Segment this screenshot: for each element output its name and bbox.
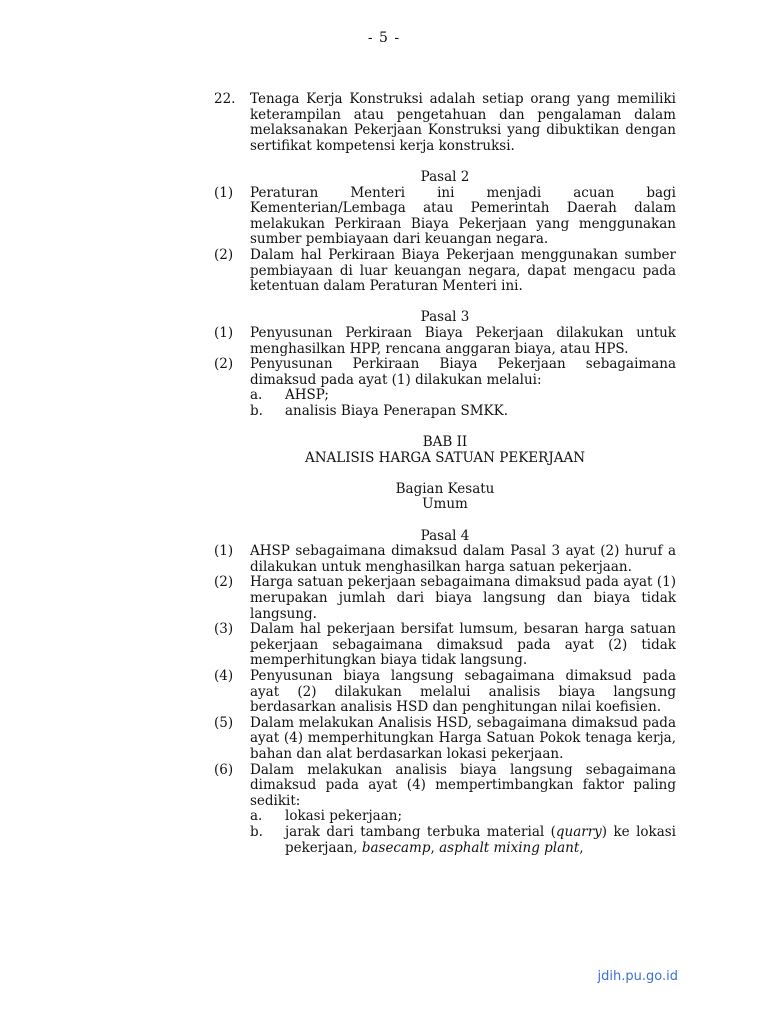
pasal-4-item <box>214 622 676 669</box>
item-number: (1) <box>214 543 234 560</box>
footer-url: jdih.pu.go.id <box>597 969 678 984</box>
sub-item-letter: a. <box>250 387 263 404</box>
item-text: Dalam hal pekerjaan bersifat lumsum, besaran harga satuan pekerjaan sebagaimana dimaksud pada ayat (2) tidak memperhitungkan biaya tidak langsung. <box>250 621 676 669</box>
pasal-4-item <box>214 763 676 857</box>
page-number: - 5 - <box>367 30 401 46</box>
italic-term: basecamp <box>361 839 431 856</box>
item-number: (3) <box>214 621 234 638</box>
item-text: AHSP sebagaimana dimaksud dalam Pasal 3 ayat (2) huruf a dilakukan untuk menghasilkan harga satuan pekerjaan. <box>250 543 676 575</box>
item-text: Dalam melakukan Analisis HSD, sebagaimana dimaksud pada ayat (4) memperhitungkan Harga Satuan Pokok tenaga kerja, bahan dan alat berdasarkan lokasi pekerjaan. <box>250 714 676 762</box>
pasal-4-item <box>214 716 676 763</box>
text-run: ) ke lokasi pekerjaan, <box>285 823 676 856</box>
text-run: , <box>579 839 584 856</box>
bab-title: BAB II <box>422 434 468 451</box>
document-body <box>214 92 676 856</box>
bagian-subtitle: Umum <box>422 496 468 513</box>
pasal-4-item <box>214 575 676 622</box>
sub-item-letter: b. <box>250 823 263 840</box>
pasal-4-item <box>214 669 676 716</box>
item-body <box>250 357 676 419</box>
italic-term: asphalt mixing plant <box>439 839 580 856</box>
item-text: Harga satuan pekerjaan sebagaimana dimaksud pada ayat (1) merupakan jumlah dari biaya langsung dan biaya tidak langsung. <box>250 574 676 622</box>
pasal-2-item <box>214 248 676 295</box>
pasal-4-title: Pasal 4 <box>420 527 470 544</box>
pasal-2-title: Pasal 2 <box>420 168 470 185</box>
sub-item-text <box>285 825 676 856</box>
sub-item-letter: b. <box>250 402 263 419</box>
pasal-3-title: Pasal 3 <box>420 309 470 326</box>
sub-item-text: analisis Biaya Penerapan SMKK. <box>285 402 509 419</box>
item-text: Penyusunan Perkiraan Biaya Pekerjaan sebagaimana dimaksud pada ayat (1) dilakukan melalui: <box>250 356 676 388</box>
italic-term: quarry <box>555 823 602 840</box>
item-body <box>250 763 676 857</box>
sub-item <box>250 388 676 404</box>
sub-item-letter: a. <box>250 808 263 825</box>
sub-item-text: AHSP; <box>285 387 329 404</box>
item-number: (2) <box>214 356 234 373</box>
sub-item <box>250 809 676 825</box>
pasal-2-item <box>214 186 676 248</box>
text-run: jarak dari tambang terbuka material ( <box>285 823 556 840</box>
sub-item <box>250 825 676 856</box>
pasal-3-item <box>214 326 676 357</box>
item-number: 22. <box>214 91 236 107</box>
sub-item <box>250 404 676 420</box>
item-number: (1) <box>214 184 234 201</box>
text-run: , <box>430 839 440 856</box>
item-text: Tenaga Kerja Konstruksi adalah setiap orang yang memiliki keterampilan atau pengetahuan dan pengalaman dalam melaksanakan Pekerjaan Konstruksi yang dibuktikan dengan sertifikat kompetensi kerja konstruksi. <box>250 91 676 154</box>
item-number: (2) <box>214 246 234 263</box>
item-text: Dalam melakukan analisis biaya langsung sebagaimana dimaksud pada ayat (4) mempertimbangkan faktor paling sedikit: <box>250 761 676 809</box>
item-text: Penyusunan Perkiraan Biaya Pekerjaan dilakukan untuk menghasilkan HPP, rencana anggaran biaya, atau HPS. <box>250 324 676 357</box>
item-text: Dalam hal Perkiraan Biaya Pekerjaan menggunakan sumber pembiayaan di luar keuangan negara, dapat mengacu pada ketentuan dalam Peraturan Menteri ini. <box>250 246 676 295</box>
item-number: (4) <box>214 667 234 684</box>
sub-item-text: lokasi pekerjaan; <box>285 808 402 825</box>
item-number: (2) <box>214 574 234 591</box>
item-number: (6) <box>214 761 234 778</box>
item-text: Peraturan Menteri ini menjadi acuan bagi Kementerian/Lembaga atau Pemerintah Daerah dalam melakukan Perkiraan Biaya Pekerjaan yang menggunakan sumber pembiayaan dari keuangan negara. <box>250 184 676 248</box>
item-text: Penyusunan biaya langsung sebagaimana dimaksud pada ayat (2) dilakukan melalui analisis biaya langsung berdasarkan analisis HSD dan penghitungan nilai koefisien. <box>250 667 676 716</box>
item-number: (1) <box>214 324 234 341</box>
pasal-4-item <box>214 544 676 575</box>
bagian-title: Bagian Kesatu <box>395 480 495 497</box>
pasal-3-item <box>214 357 676 419</box>
item-number: (5) <box>214 714 234 731</box>
bab-subtitle: ANALISIS HARGA SATUAN PEKERJAAN <box>304 449 586 466</box>
definition-22 <box>214 92 676 154</box>
